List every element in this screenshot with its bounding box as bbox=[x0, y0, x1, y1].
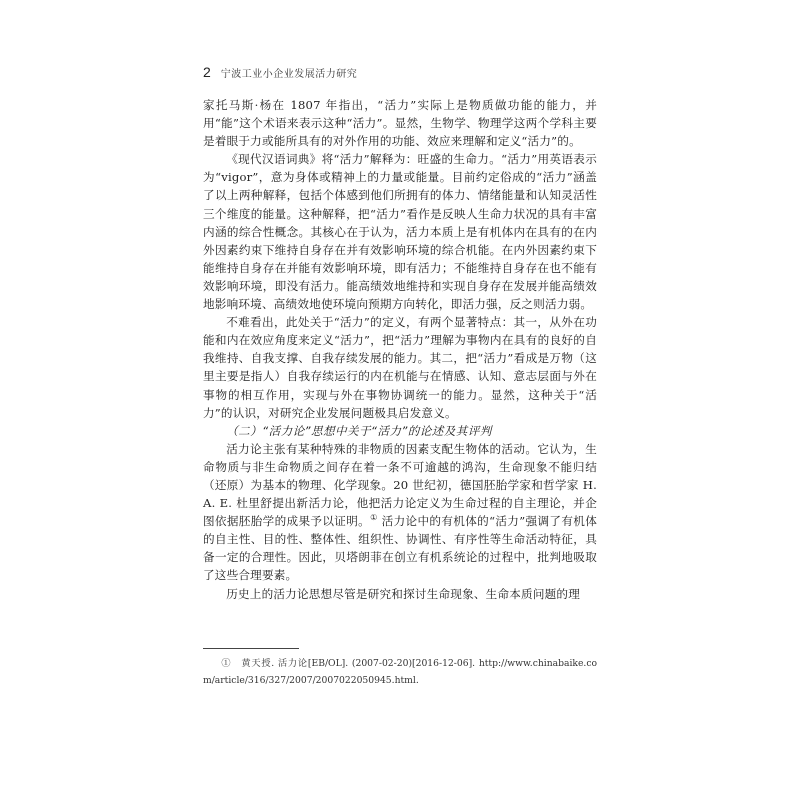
vitalism-text-part2: 活力论中的有机体的“活力”强调了有机体的自主性、目的性、整体性、组织性、协调性、有序性等生命活动特征，具备一定的合理性。因此，贝塔朗菲在创立有机系统论的过程中，批判地吸取了这些合理要素。 bbox=[203, 514, 597, 583]
paragraph-history: 历史上的活力论思想尽管是研究和探讨生命现象、生命本质问题的理 bbox=[226, 586, 581, 601]
page-header bbox=[203, 64, 357, 82]
paragraph-continued: 家托马斯·杨在 1807 年指出，“活力”实际上是物质做功能的能力，并用“能”这个术语来表示这种“活力”。显然，生物学、物理学这两个学科主要是着眼于力或能所具有的对外作用的功能、效应来理解和定义“活力”的。 bbox=[203, 98, 597, 149]
vitalism-text-part1: 活力论主张有某种特殊的非物质的因素支配生物体的活动。它认为，生命物质与非生命物质之间存在着一条不可逾越的鸿沟，生命现象不能归结（还原）为基本的物理、化学现象。20 世纪初，德国胚胎学家和哲学家 H. A. E. 杜里舒提出新活力论，他把活力论定义为生命过程的自主理论，并企图依据胚胎学的成果予以证明。 bbox=[203, 441, 597, 529]
paragraph-definition-features: 不难看出，此处关于“活力”的定义，有两个显著特点：其一，从外在功能和内在效应角度来定义“活力”，把“活力”理解为事物内在具有的良好的自我维持、自我支撑、自我存续发展的能力。其二，把“活力”看成是万物（这里主要是指人）自我存续运行的内在机能与在情感、认知、意志层面与外在事物的相互作用，实现与外在事物协调统一的能力。显然，这种关于“活力”的认识，对研究企业发展问题极具启发意义。 bbox=[203, 315, 597, 420]
paragraph-dictionary-definition: 《现代汉语词典》将“活力”解释为：旺盛的生命力。“活力”用英语表示为“vigor”，意为身体或精神上的力量或能量。目前约定俗成的“活力”涵盖了以上两种解释，包括个体感到他们所拥有的体力、情绪能量和认知灵活性三个维度的能量。这种解释，把“活力”看作是反映人生命力状况的具有丰富内涵的综合性概念。其核心在于认为，活力本质上是有机体内在具有的在内外因素约束下维持自身存在并有效影响环境的综合机能。在内外因素约束下能维持自身存在并能有效影响环境，即有活力；不能维持自身存在也不能有效影响环境，即没有活力。能高绩效地维持和实现自身存在发展并能高绩效地影响环境、高绩效地使环境向预期方向转化，即活力强，反之则活力弱。 bbox=[203, 152, 597, 312]
running-title: 宁波工业小企业发展活力研究 bbox=[220, 69, 358, 80]
paragraph-vitalism bbox=[203, 440, 597, 585]
footnote: ① 黄天授. 活力论[EB/OL]. (2007-02-20)[2016-12-06]. http://www.chinabaike.com/article/316/327/2007/2007022050945.html. bbox=[203, 658, 597, 686]
section-heading: （二）“活力论”思想中关于“活力”的论述及其评判 bbox=[226, 423, 492, 438]
footnote-divider bbox=[203, 648, 299, 649]
page-number: 2 bbox=[203, 64, 211, 80]
footnote-reference[interactable]: ① bbox=[370, 513, 378, 523]
body-text bbox=[203, 96, 597, 603]
